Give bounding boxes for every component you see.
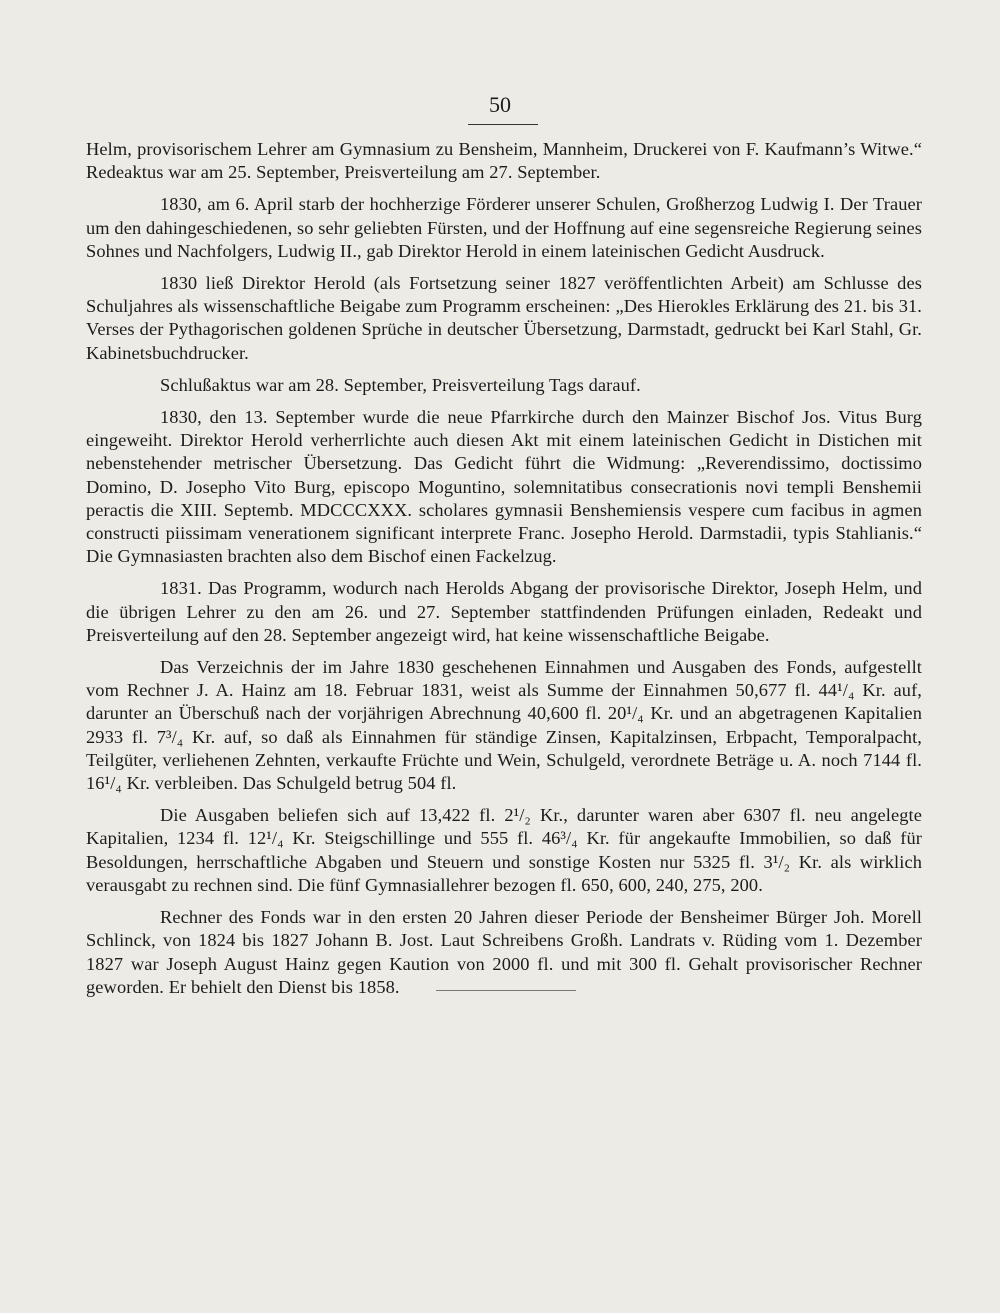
paragraph-5: 1830, den 13. September wurde die neue Pfarrkirche durch den Mainzer Bischof Jos. Vitus Burg eingeweiht. Direktor Herold verherrlichte auch diesen Akt mit einem lateinischen Gedicht in Distichen mit nebenstehender metrischer Übersetzung. Das Gedicht führt die Widmung: „Reverendissimo, doctissimo Domino, D. Josepho Vito Burg, episcopo Moguntino, solemnitatibus consecrationis novi templi Benshemii peractis die XIII. Septemb. MDCCCXXX. scholares gymnasii Benshemiensis vespere cum facibus in agmen constructi piissimam venerationem significant interprete Franc. Josepho Herold. Darmstadii, typis Stahlianis.“ Die Gymnasiasten brachten also dem Bischof einen Fackelzug. <box>86 407 922 567</box>
paragraph-8: Die Ausgaben beliefen sich auf 13,422 fl. 2¹/₂ Kr., darunter waren aber 6307 fl. neu angelegte Kapitalien, 1234 fl. 12¹/₄ Kr. Steigschillinge und 555 fl. 46³/₄ Kr. für angekaufte Immobilien, so daß für Besoldungen, herrschaftliche Abgaben und Steuern und sonstige Kosten nur 5325 fl. 3¹/₂ Kr. als wirklich verausgabt zu rechnen sind. Die fünf Gymnasiallehrer bezogen fl. 650, 600, 240, 275, 200. <box>86 805 922 895</box>
paragraph-4: Schlußaktus war am 28. September, Preisverteilung Tags darauf. <box>160 374 641 395</box>
paragraph-1: Helm, provisorischem Lehrer am Gymnasium zu Bensheim, Mannheim, Druckerei von F. Kaufmann’s Witwe.“ Redeaktus war am 25. September, Preisverteilung am 27. September. <box>86 139 922 183</box>
page-number-rule <box>468 124 538 125</box>
main-text <box>86 138 922 1008</box>
paragraph-2: 1830, am 6. April starb der hochherzige Förderer unserer Schulen, Großherzog Ludwig I. Der Trauer um den dahingeschiedenen, so sehr geliebten Fürsten, und der Hoffnung auf eine segensreiche Regierung seines Sohnes und Nachfolgers, Ludwig II., gab Direktor Herold in einem lateinischen Gedicht Ausdruck. <box>86 194 922 261</box>
paragraph-6: 1831. Das Programm, wodurch nach Herolds Abgang der provisorische Direktor, Joseph Helm, und die übrigen Lehrer zu den am 26. und 27. September stattfindenden Prüfungen einladen, Redeakt und Preisverteilung auf den 28. September angezeigt wird, hat keine wissenschaftliche Beigabe. <box>86 578 922 645</box>
paragraph-7: Das Verzeichnis der im Jahre 1830 geschehenen Einnahmen und Ausgaben des Fonds, aufgestellt vom Rechner J. A. Hainz am 18. Februar 1831, weist als Summe der Einnahmen 50,677 fl. 44¹/₄ Kr. auf, darunter an Überschuß nach der vorjährigen Abrechnung 40,600 fl. 20¹/₄ Kr. und an abgetragenen Kapitalien 2933 fl. 7³/₄ Kr. auf, so daß als Einnahmen für ständige Zinsen, Kapitalzinsen, Erbpacht, Temporalpacht, Teilgüter, verliehenen Zehnten, verkaufte Früchte und Wein, Schulgeld, verordnete Beträge u. A. noch 7144 fl. 16¹/₄ Kr. verbleiben. Das Schulgeld betrug 504 fl. <box>86 657 922 794</box>
paragraph-3: 1830 ließ Direktor Herold (als Fortsetzung seiner 1827 veröffentlichten Arbeit) am Schlusse des Schuljahres als wissenschaftliche Beigabe zum Programm erscheinen: „Des Hierokles Erklärung des 21. bis 31. Verses der Pythagorischen goldenen Sprüche in deutscher Übersetzung, Darmstadt, gedruckt bei Karl Stahl, Gr. Kabinetsbuchdrucker. <box>86 273 922 363</box>
page-number: 50 <box>489 92 511 117</box>
paragraph-9: Rechner des Fonds war in den ersten 20 Jahren dieser Periode der Bensheimer Bürger Joh. Morell Schlinck, von 1824 bis 1827 Johann B. Jost. Laut Schreibens Großh. Landrats v. Rüding vom 1. Dezember 1827 war Joseph August Hainz gegen Kaution von 2000 fl. und mit 300 fl. Gehalt provisorischer Rechner geworden. Er behielt den Dienst bis 1858. <box>86 907 922 997</box>
end-rule <box>436 990 576 991</box>
